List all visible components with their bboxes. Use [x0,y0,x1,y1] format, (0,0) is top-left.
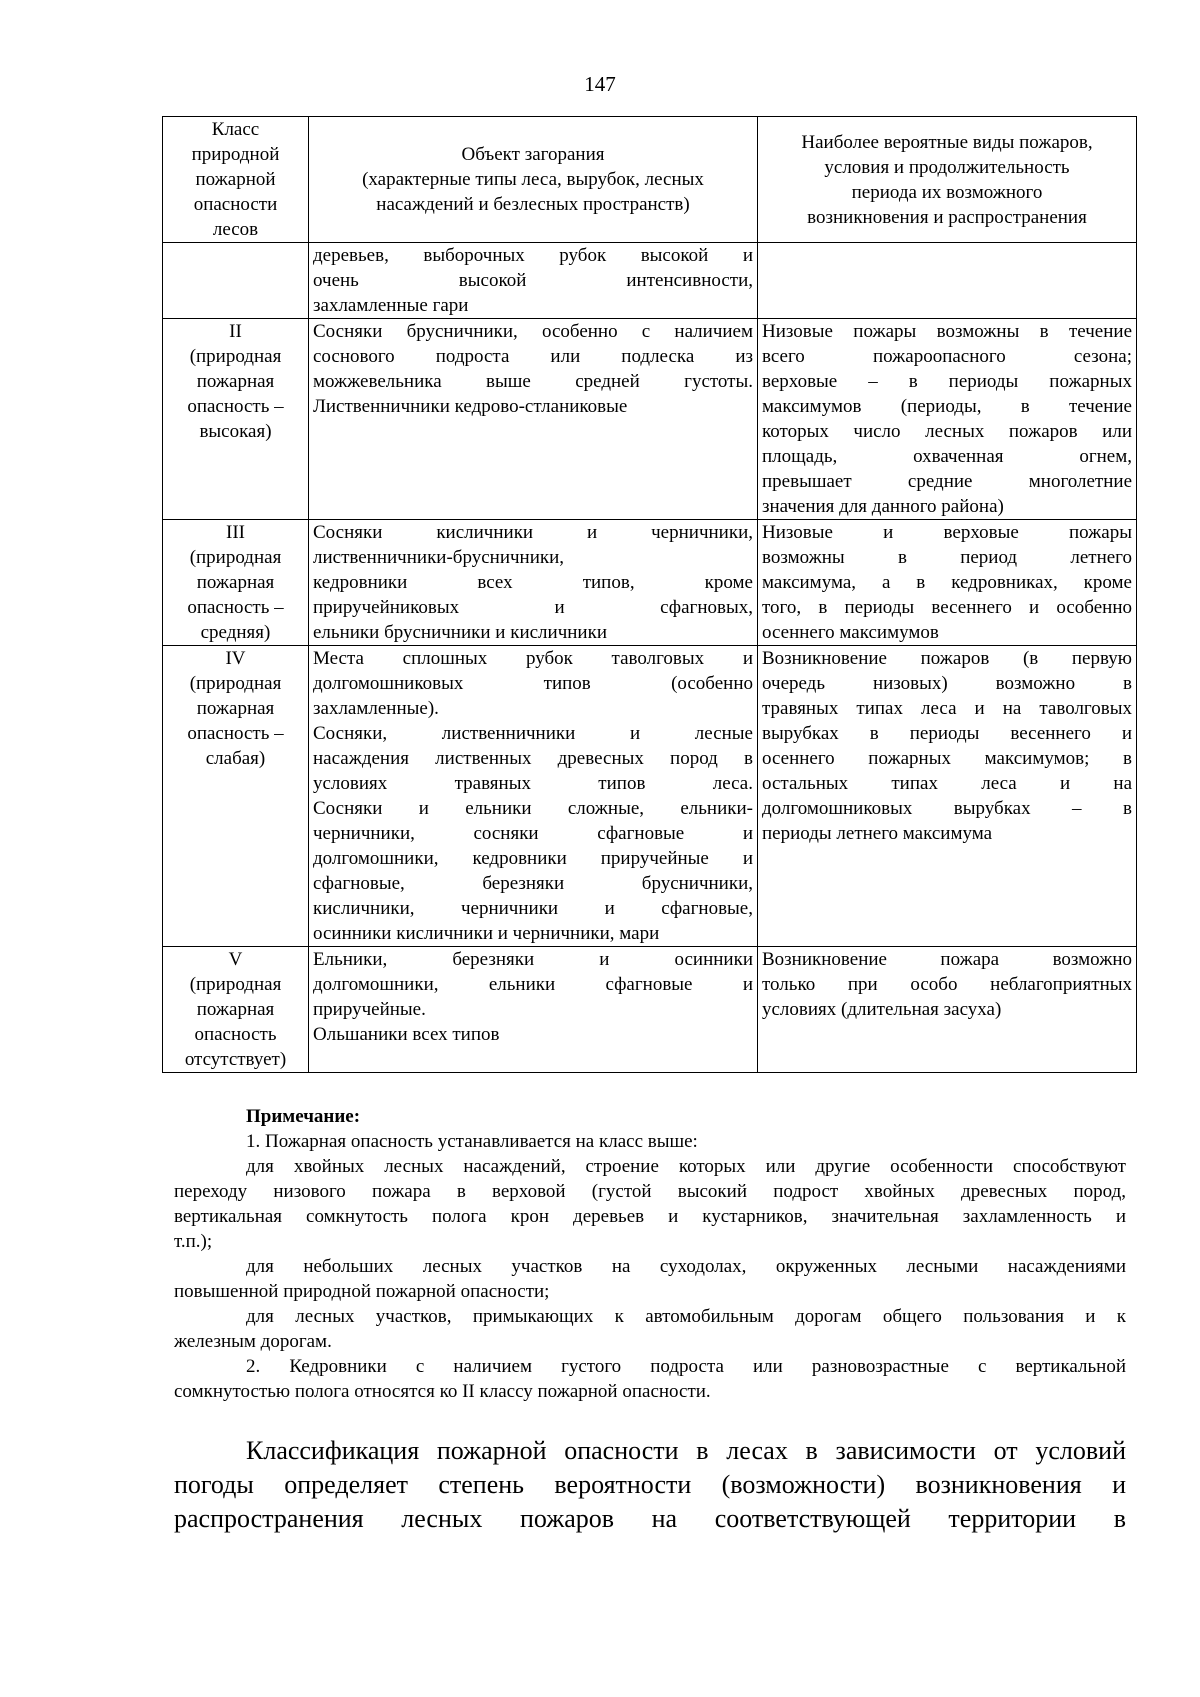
page-number: 147 [584,72,616,96]
object-cell [309,243,758,319]
fire-danger-table [162,116,1137,1073]
header-class [163,117,309,243]
text-line: Низовые и верховые пожары [762,522,1132,543]
text-line: Ельники, березняки и осинники [313,949,753,970]
note-block [174,1104,1126,1404]
description-cell [758,243,1137,319]
description-cell [758,520,1137,646]
main-paragraph [174,1434,1126,1536]
description-cell [758,646,1137,947]
text-line: приручейные. [313,999,426,1020]
note-line: 2. Кедровники с наличием густого подроста или разновозрастные с вертикальной [246,1356,1126,1377]
object-cell [309,947,758,1073]
text-line: II [229,321,242,342]
description-cell [758,947,1137,1073]
text-line: периоды летнего максимума [762,823,993,844]
text-line: опасности [193,194,278,215]
text-line: Ольшаники всех типов [313,1024,500,1045]
class-cell [163,319,309,520]
text-line: того, в периоды весеннего и особенно [762,597,1132,618]
table-header-row [163,117,1137,243]
text-line: очень высокой интенсивности, [313,270,753,291]
text-line: вырубках в периоды весеннего и [762,723,1132,744]
text-line: превышает средние многолетние [762,471,1132,492]
text-line: (природная [189,547,282,568]
text-line: возможны в период летнего [762,547,1132,568]
table-row [163,319,1137,520]
class-cell [163,947,309,1073]
text-line: опасность – [187,396,284,417]
paragraph-line: распространения лесных пожаров на соответствующей территории в [174,1504,1126,1533]
paragraph-line: Классификация пожарной опасности в лесах в зависимости от условий [246,1436,1126,1465]
description-cell [758,319,1137,520]
text-line: отсутствует) [184,1049,287,1070]
text-line: долгомошники, кедровники приручейные и [313,848,753,869]
text-line: всего пожароопасного сезона; [762,346,1132,367]
text-line: опасность – [187,723,284,744]
text-line: опасность – [187,597,284,618]
note-line: 1. Пожарная опасность устанавливается на класс выше: [246,1131,698,1152]
note-title: Примечание: [246,1106,361,1127]
text-line: пожарной [195,169,276,190]
text-line: Объект загорания [461,144,605,165]
text-line: пожарная [196,698,275,719]
note-line: вертикальная сомкнутость полога крон деревьев и кустарников, значительная захламленность и [174,1206,1126,1227]
text-line: травяных типах леса и на таволговых [762,698,1132,719]
text-line: черничники, сосняки сфагновые и [313,823,753,844]
text-line: Сосняки кисличники и черничники, [313,522,753,543]
note-line: переходу низового пожара в верховой (густой высокий подрост хвойных древесных пород, [174,1181,1126,1202]
text-line: условия и продолжительность [824,156,1070,178]
text-line: слабая) [205,748,266,769]
text-line: максимумов (периоды, в течение [762,396,1132,417]
table-row [163,243,1137,319]
text-line: условиях травяных типов леса. [313,773,753,794]
text-line: средняя) [200,622,271,643]
text-line: Места сплошных рубок таволговых и [313,648,753,669]
text-line: пожарная [196,371,275,392]
note-line: т.п.); [174,1231,213,1252]
table-row [163,520,1137,646]
text-line: (природная [189,974,282,995]
text-line: кисличники, черничники и сфагновые, [313,898,753,919]
text-line: лесов [212,219,259,240]
text-line: пожарная [196,999,275,1020]
text-line: которых число лесных пожаров или [762,421,1132,442]
text-line: захламленные). [313,698,439,719]
note-line: железным дорогам. [174,1331,332,1352]
text-line: долгомошниковых вырубках – в [762,798,1132,819]
text-line: высокая) [199,421,272,442]
text-line: остальных типах леса и на [762,773,1132,794]
text-line: V [228,949,243,970]
text-line: насаждений и безлесных пространств) [376,194,690,215]
text-line: Сосняки и ельники сложные, ельники- [313,798,753,819]
note-body [174,1129,1126,1404]
text-line: осеннего максимумов [762,622,939,643]
text-line: осеннего пожарных максимумов; в [762,748,1132,769]
text-line: (природная [189,673,282,694]
text-line: опасность [194,1024,277,1045]
class-cell [163,520,309,646]
text-line: Сосняки, лиственничники и лесные [313,723,753,744]
text-line: осинники кисличники и черничники, мари [313,923,660,944]
text-line: долгомошниковых типов (особенно [313,673,753,694]
object-cell [309,646,758,947]
table-row [163,646,1137,947]
text-line: площадь, охваченная огнем, [762,446,1132,467]
text-line: пожарная [196,572,275,593]
text-line: Низовые пожары возможны в течение [762,321,1132,342]
text-line: лиственничники-брусничники, [313,547,565,568]
text-line: периода их возможного [851,181,1043,203]
object-cell [309,520,758,646]
paragraph-line: погоды определяет степень вероятности (возможности) возникновения и [174,1470,1126,1499]
text-line: Лиственничники кедрово-стланиковые [313,396,628,417]
text-line: (природная [189,346,282,367]
text-line: приручейниковых и сфагновых, [313,597,753,618]
text-line: условиях (длительная засуха) [762,999,1002,1020]
text-line: только при особо неблагоприятных [762,974,1132,995]
text-line: Класс [211,119,260,140]
note-line: для лесных участков, примыкающих к автомобильным дорогам общего пользования и к [246,1306,1126,1327]
text-line: долгомошники, ельники сфагновые и [313,974,753,995]
header-object [309,117,758,243]
text-line: максимума, а в кедровниках, кроме [762,572,1132,593]
text-line: сфагновые, березняки брусничники, [313,873,753,894]
text-line: (характерные типы леса, вырубок, лесных [362,169,704,190]
object-cell [309,319,758,520]
note-line: для хвойных лесных насаждений, строение которых или другие особенности способствуют [246,1156,1126,1177]
text-line: соснового подроста или подлеска из [313,346,753,367]
text-line: значения для данного района) [762,496,1004,517]
class-cell [163,646,309,947]
note-line: повышенной природной пожарной опасности; [174,1281,550,1302]
text-line: деревьев, выборочных рубок высокой и [313,245,753,266]
text-line: Возникновение пожаров (в первую [762,648,1132,669]
text-line: можжевельника выше средней густоты. [313,371,753,392]
text-line: IV [225,648,246,669]
text-line: насаждения лиственных древесных пород в [313,748,753,769]
text-line: Сосняки брусничники, особенно с наличием [313,321,753,342]
note-line: для небольших лесных участков на суходолах, окруженных лесными насаждениями [246,1256,1126,1277]
text-line: очередь низовых) возможно в [762,673,1132,694]
note-line: сомкнутостью полога относятся ко II классу пожарной опасности. [174,1381,711,1402]
header-fire-types [758,117,1137,243]
class-cell [163,243,309,319]
text-line: Возникновение пожара возможно [762,949,1132,970]
text-line: верховые – в периоды пожарных [762,371,1132,392]
text-line: захламленные гари [313,295,469,316]
table-row [163,947,1137,1073]
text-line: Наиболее вероятные виды пожаров, [801,131,1093,153]
text-line: ельники брусничники и кисличники [313,622,607,643]
text-line: возникновения и распространения [807,206,1087,228]
text-line: III [226,522,245,543]
text-line: природной [191,144,280,165]
text-line: кедровники всех типов, кроме [313,572,753,593]
